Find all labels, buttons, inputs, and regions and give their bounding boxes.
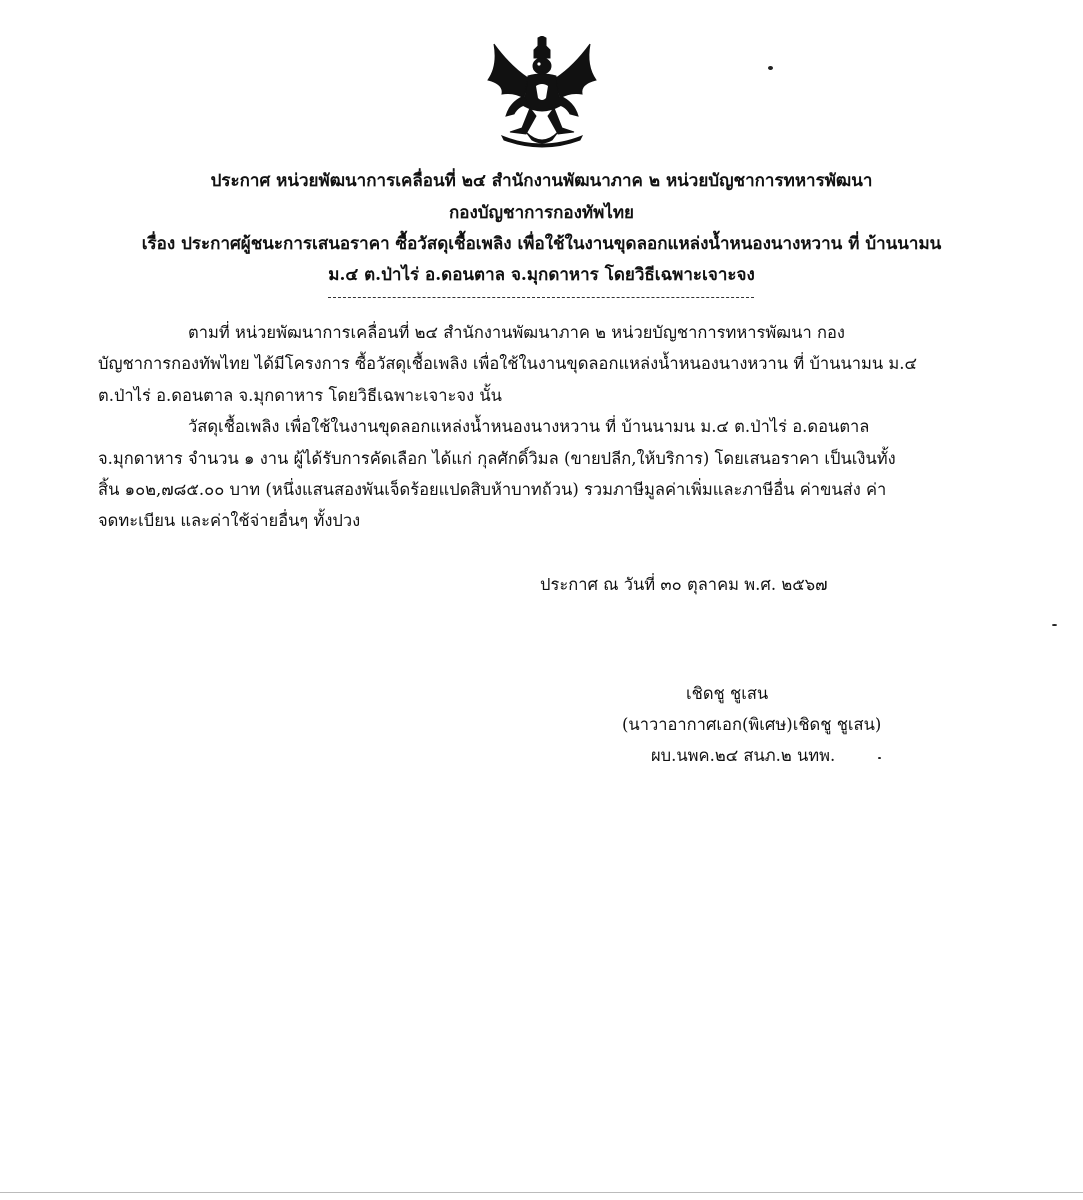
paragraph-1-line-1: ตามที่ หน่วยพัฒนาการเคลื่อนที่ ๒๔ สำนักงานพัฒนาภาค ๒ หน่วยบัญชาการทหารพัฒนา กอง — [188, 323, 845, 342]
signature-rank-name: (นาวาอากาศเอก(พิเศษ)เชิดชู ชูเสน) — [622, 715, 882, 734]
paragraph-1-line-2: บัญชาการกองทัพไทย ได้มีโครงการ ซื้อวัสดุเชื้อเพลิง เพื่อใช้ในงานขุดลอกแหล่งน้ำหนองนางหวาน ที่ บ้านนามน ม.๔ — [98, 354, 918, 373]
paragraph-1-line-3: ต.ป่าไร่ อ.ดอนตาล จ.มุกดาหาร โดยวิธีเฉพาะเจาะจง นั้น — [98, 386, 502, 405]
signature-name: เชิดชู ชูเสน — [686, 684, 769, 703]
announcement-subject: เรื่อง ประกาศผู้ชนะการเสนอราคา ซื้อวัสดุเชื้อเพลิง เพื่อใช้ในงานขุดลอกแหล่งน้ำหนองนางหวาน ที่ บ้านนามน — [141, 234, 942, 254]
paragraph-2-line-4: จดทะเบียน และค่าใช้จ่ายอื่นๆ ทั้งปวง — [98, 511, 361, 530]
signature-position: ผบ.นพค.๒๔ สนภ.๒ นทพ. — [651, 746, 836, 765]
garuda-emblem-icon — [480, 36, 604, 148]
scan-speck — [878, 757, 881, 759]
scan-edge-line — [0, 1192, 1083, 1193]
announcement-subject-cont: ม.๔ ต.ป่าไร่ อ.ดอนตาล จ.มุกดาหาร โดยวิธีเฉพาะเจาะจง — [328, 265, 755, 285]
header-divider — [328, 297, 754, 298]
paragraph-2-line-2: จ.มุกดาหาร จำนวน ๑ งาน ผู้ได้รับการคัดเลือก ได้แก่ กุลศักดิ์วิมล (ขายปลีก,ให้บริการ) โดยเสนอราคา เป็นเงินทั้ง — [98, 449, 896, 468]
announcement-title: ประกาศ หน่วยพัฒนาการเคลื่อนที่ ๒๔ สำนักงานพัฒนาภาค ๒ หน่วยบัญชาการทหารพัฒนา — [210, 171, 873, 191]
announcement-date: ประกาศ ณ วันที่ ๓๐ ตุลาคม พ.ศ. ๒๕๖๗ — [540, 575, 828, 594]
paragraph-2-line-3: สิ้น ๑๐๒,๗๘๕.๐๐ บาท (หนึ่งแสนสองพันเจ็ดร้อยแปดสิบห้าบาทถ้วน) รวมภาษีมูลค่าเพิ่มและภาษีอื่น ค่าขนส่ง ค่า — [98, 480, 887, 499]
paragraph-2-line-1: วัสดุเชื้อเพลิง เพื่อใช้ในงานขุดลอกแหล่งน้ำหนองนางหวาน ที่ บ้านนามน ม.๔ ต.ป่าไร่ อ.ดอนตาล — [188, 417, 870, 436]
scan-speck — [768, 66, 773, 70]
announcement-issuer: กองบัญชาการกองทัพไทย — [448, 203, 635, 223]
scan-speck — [1052, 624, 1057, 626]
